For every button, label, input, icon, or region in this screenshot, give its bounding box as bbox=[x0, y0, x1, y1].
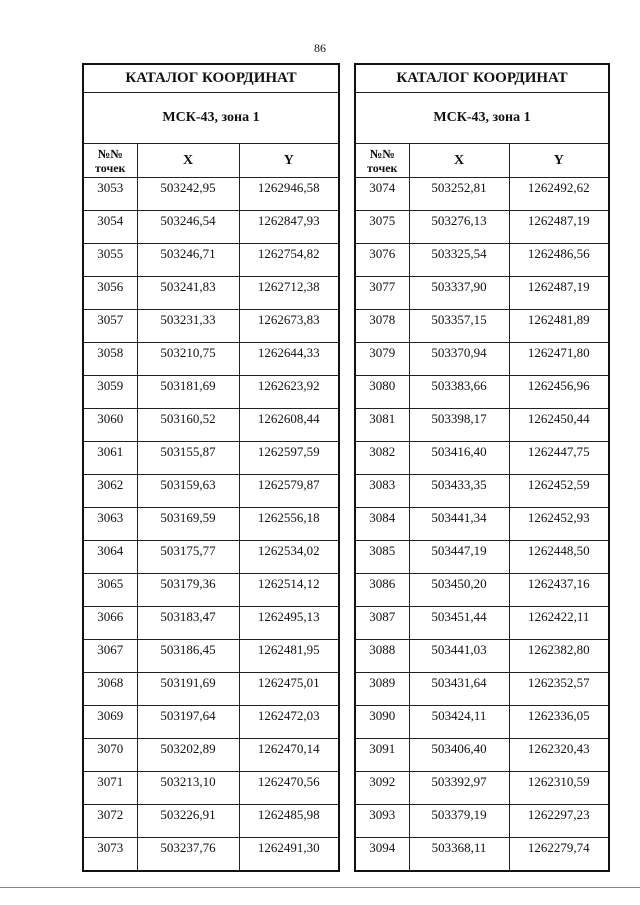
x-coordinate-cell: 503159,63 bbox=[137, 475, 239, 508]
y-coordinate-cell: 1262472,03 bbox=[239, 706, 339, 739]
point-number-cell: 3085 bbox=[355, 541, 409, 574]
y-coordinate-cell: 1262597,59 bbox=[239, 442, 339, 475]
table-row bbox=[355, 475, 609, 508]
page-number: 86 bbox=[314, 41, 326, 55]
y-coordinate-cell: 1262485,98 bbox=[239, 805, 339, 838]
table-row bbox=[83, 574, 339, 607]
point-number-cell: 3067 bbox=[83, 640, 137, 673]
table-row bbox=[355, 343, 609, 376]
point-number-cell: 3063 bbox=[83, 508, 137, 541]
table-row bbox=[83, 376, 339, 409]
table-row bbox=[355, 211, 609, 244]
x-coordinate-cell: 503241,83 bbox=[137, 277, 239, 310]
coordinate-catalog-left bbox=[82, 63, 340, 872]
table-row bbox=[83, 541, 339, 574]
x-coordinate-cell: 503181,69 bbox=[137, 376, 239, 409]
point-number-cell: 3056 bbox=[83, 277, 137, 310]
column-header-y: Y bbox=[509, 144, 609, 178]
y-coordinate-cell: 1262320,43 bbox=[509, 739, 609, 772]
x-coordinate-cell: 503210,75 bbox=[137, 343, 239, 376]
point-number-cell: 3074 bbox=[355, 178, 409, 211]
point-number-cell: 3084 bbox=[355, 508, 409, 541]
coordinate-system-zone: МСК-43, зона 1 bbox=[83, 93, 339, 144]
x-coordinate-cell: 503175,77 bbox=[137, 541, 239, 574]
x-coordinate-cell: 503246,71 bbox=[137, 244, 239, 277]
table-row bbox=[355, 805, 609, 838]
point-number-cell: 3073 bbox=[83, 838, 137, 872]
point-number-cell: 3071 bbox=[83, 772, 137, 805]
table-row bbox=[83, 673, 339, 706]
point-number-cell: 3058 bbox=[83, 343, 137, 376]
table-row bbox=[83, 739, 339, 772]
point-number-cell: 3076 bbox=[355, 244, 409, 277]
table-row bbox=[83, 508, 339, 541]
x-coordinate-cell: 503383,66 bbox=[409, 376, 509, 409]
coordinate-system-zone: МСК-43, зона 1 bbox=[355, 93, 609, 144]
x-coordinate-cell: 503252,81 bbox=[409, 178, 509, 211]
y-coordinate-cell: 1262486,56 bbox=[509, 244, 609, 277]
table-row bbox=[83, 805, 339, 838]
point-number-cell: 3061 bbox=[83, 442, 137, 475]
point-number-cell: 3065 bbox=[83, 574, 137, 607]
column-header-number-symbol: №№ bbox=[369, 146, 395, 161]
y-coordinate-cell: 1262448,50 bbox=[509, 541, 609, 574]
y-coordinate-cell: 1262608,44 bbox=[239, 409, 339, 442]
x-coordinate-cell: 503186,45 bbox=[137, 640, 239, 673]
x-coordinate-cell: 503431,64 bbox=[409, 673, 509, 706]
table-row bbox=[83, 772, 339, 805]
x-coordinate-cell: 503179,36 bbox=[137, 574, 239, 607]
y-coordinate-cell: 1262644,33 bbox=[239, 343, 339, 376]
y-coordinate-cell: 1262946,58 bbox=[239, 178, 339, 211]
table-row bbox=[355, 706, 609, 739]
table-row bbox=[83, 409, 339, 442]
point-number-cell: 3057 bbox=[83, 310, 137, 343]
point-number-cell: 3069 bbox=[83, 706, 137, 739]
y-coordinate-cell: 1262847,93 bbox=[239, 211, 339, 244]
x-coordinate-cell: 503231,33 bbox=[137, 310, 239, 343]
table-row bbox=[83, 310, 339, 343]
y-coordinate-cell: 1262452,93 bbox=[509, 508, 609, 541]
table-row bbox=[83, 211, 339, 244]
point-number-cell: 3055 bbox=[83, 244, 137, 277]
x-coordinate-cell: 503379,19 bbox=[409, 805, 509, 838]
point-number-cell: 3054 bbox=[83, 211, 137, 244]
y-coordinate-cell: 1262495,13 bbox=[239, 607, 339, 640]
table-row bbox=[355, 640, 609, 673]
footer-divider bbox=[0, 887, 640, 888]
point-number-cell: 3086 bbox=[355, 574, 409, 607]
column-header-points-word: точек bbox=[367, 160, 398, 175]
x-coordinate-cell: 503183,47 bbox=[137, 607, 239, 640]
point-number-cell: 3081 bbox=[355, 409, 409, 442]
y-coordinate-cell: 1262475,01 bbox=[239, 673, 339, 706]
y-coordinate-cell: 1262471,80 bbox=[509, 343, 609, 376]
y-coordinate-cell: 1262450,44 bbox=[509, 409, 609, 442]
y-coordinate-cell: 1262481,89 bbox=[509, 310, 609, 343]
column-header-points-word: точек bbox=[95, 160, 126, 175]
column-header-point-number bbox=[83, 144, 137, 178]
y-coordinate-cell: 1262437,16 bbox=[509, 574, 609, 607]
table-row bbox=[355, 739, 609, 772]
table-row bbox=[83, 442, 339, 475]
y-coordinate-cell: 1262754,82 bbox=[239, 244, 339, 277]
table-row bbox=[83, 640, 339, 673]
column-header-x: X bbox=[409, 144, 509, 178]
point-number-cell: 3093 bbox=[355, 805, 409, 838]
point-number-cell: 3087 bbox=[355, 607, 409, 640]
table-row bbox=[83, 277, 339, 310]
x-coordinate-cell: 503226,91 bbox=[137, 805, 239, 838]
point-number-cell: 3092 bbox=[355, 772, 409, 805]
x-coordinate-cell: 503197,64 bbox=[137, 706, 239, 739]
point-number-cell: 3080 bbox=[355, 376, 409, 409]
point-number-cell: 3088 bbox=[355, 640, 409, 673]
x-coordinate-cell: 503398,17 bbox=[409, 409, 509, 442]
x-coordinate-cell: 503392,97 bbox=[409, 772, 509, 805]
table-row bbox=[355, 376, 609, 409]
point-number-cell: 3077 bbox=[355, 277, 409, 310]
point-number-cell: 3090 bbox=[355, 706, 409, 739]
point-number-cell: 3064 bbox=[83, 541, 137, 574]
x-coordinate-cell: 503160,52 bbox=[137, 409, 239, 442]
column-header-y: Y bbox=[239, 144, 339, 178]
catalog-title: КАТАЛОГ КООРДИНАТ bbox=[83, 64, 339, 93]
table-row bbox=[355, 607, 609, 640]
y-coordinate-cell: 1262470,56 bbox=[239, 772, 339, 805]
x-coordinate-cell: 503242,95 bbox=[137, 178, 239, 211]
column-header-number-symbol: №№ bbox=[97, 146, 123, 161]
x-coordinate-cell: 503441,34 bbox=[409, 508, 509, 541]
point-number-cell: 3075 bbox=[355, 211, 409, 244]
y-coordinate-cell: 1262491,30 bbox=[239, 838, 339, 872]
y-coordinate-cell: 1262382,80 bbox=[509, 640, 609, 673]
table-row bbox=[355, 409, 609, 442]
catalog-title: КАТАЛОГ КООРДИНАТ bbox=[355, 64, 609, 93]
table-row bbox=[355, 673, 609, 706]
y-coordinate-cell: 1262452,59 bbox=[509, 475, 609, 508]
y-coordinate-cell: 1262456,96 bbox=[509, 376, 609, 409]
point-number-cell: 3066 bbox=[83, 607, 137, 640]
y-coordinate-cell: 1262279,74 bbox=[509, 838, 609, 872]
y-coordinate-cell: 1262556,18 bbox=[239, 508, 339, 541]
y-coordinate-cell: 1262336,05 bbox=[509, 706, 609, 739]
y-coordinate-cell: 1262579,87 bbox=[239, 475, 339, 508]
point-number-cell: 3083 bbox=[355, 475, 409, 508]
point-number-cell: 3094 bbox=[355, 838, 409, 872]
y-coordinate-cell: 1262447,75 bbox=[509, 442, 609, 475]
y-coordinate-cell: 1262481,95 bbox=[239, 640, 339, 673]
table-row bbox=[355, 310, 609, 343]
table-row bbox=[355, 508, 609, 541]
table-row bbox=[355, 772, 609, 805]
x-coordinate-cell: 503325,54 bbox=[409, 244, 509, 277]
y-coordinate-cell: 1262623,92 bbox=[239, 376, 339, 409]
y-coordinate-cell: 1262487,19 bbox=[509, 277, 609, 310]
x-coordinate-cell: 503424,11 bbox=[409, 706, 509, 739]
x-coordinate-cell: 503450,20 bbox=[409, 574, 509, 607]
y-coordinate-cell: 1262352,57 bbox=[509, 673, 609, 706]
y-coordinate-cell: 1262297,23 bbox=[509, 805, 609, 838]
table-row bbox=[355, 277, 609, 310]
x-coordinate-cell: 503213,10 bbox=[137, 772, 239, 805]
point-number-cell: 3062 bbox=[83, 475, 137, 508]
point-number-cell: 3091 bbox=[355, 739, 409, 772]
point-number-cell: 3082 bbox=[355, 442, 409, 475]
x-coordinate-cell: 503441,03 bbox=[409, 640, 509, 673]
table-row bbox=[83, 706, 339, 739]
point-number-cell: 3070 bbox=[83, 739, 137, 772]
x-coordinate-cell: 503237,76 bbox=[137, 838, 239, 872]
x-coordinate-cell: 503337,90 bbox=[409, 277, 509, 310]
table-row bbox=[355, 838, 609, 872]
table-row bbox=[83, 475, 339, 508]
table-row bbox=[83, 607, 339, 640]
table-row bbox=[83, 244, 339, 277]
point-number-cell: 3079 bbox=[355, 343, 409, 376]
x-coordinate-cell: 503433,35 bbox=[409, 475, 509, 508]
x-coordinate-cell: 503370,94 bbox=[409, 343, 509, 376]
x-coordinate-cell: 503202,89 bbox=[137, 739, 239, 772]
y-coordinate-cell: 1262470,14 bbox=[239, 739, 339, 772]
point-number-cell: 3060 bbox=[83, 409, 137, 442]
x-coordinate-cell: 503416,40 bbox=[409, 442, 509, 475]
y-coordinate-cell: 1262673,83 bbox=[239, 310, 339, 343]
point-number-cell: 3078 bbox=[355, 310, 409, 343]
table-row bbox=[355, 541, 609, 574]
table-row bbox=[83, 178, 339, 211]
point-number-cell: 3089 bbox=[355, 673, 409, 706]
column-header-x: X bbox=[137, 144, 239, 178]
table-row bbox=[355, 442, 609, 475]
x-coordinate-cell: 503191,69 bbox=[137, 673, 239, 706]
table-row bbox=[355, 178, 609, 211]
x-coordinate-cell: 503368,11 bbox=[409, 838, 509, 872]
table-row bbox=[355, 244, 609, 277]
y-coordinate-cell: 1262514,12 bbox=[239, 574, 339, 607]
x-coordinate-cell: 503276,13 bbox=[409, 211, 509, 244]
x-coordinate-cell: 503451,44 bbox=[409, 607, 509, 640]
y-coordinate-cell: 1262712,38 bbox=[239, 277, 339, 310]
y-coordinate-cell: 1262310,59 bbox=[509, 772, 609, 805]
point-number-cell: 3059 bbox=[83, 376, 137, 409]
coordinate-catalog-right bbox=[354, 63, 610, 872]
table-row bbox=[83, 838, 339, 872]
point-number-cell: 3068 bbox=[83, 673, 137, 706]
point-number-cell: 3053 bbox=[83, 178, 137, 211]
x-coordinate-cell: 503155,87 bbox=[137, 442, 239, 475]
column-header-point-number bbox=[355, 144, 409, 178]
x-coordinate-cell: 503169,59 bbox=[137, 508, 239, 541]
y-coordinate-cell: 1262492,62 bbox=[509, 178, 609, 211]
y-coordinate-cell: 1262487,19 bbox=[509, 211, 609, 244]
x-coordinate-cell: 503246,54 bbox=[137, 211, 239, 244]
table-row bbox=[355, 574, 609, 607]
x-coordinate-cell: 503406,40 bbox=[409, 739, 509, 772]
x-coordinate-cell: 503357,15 bbox=[409, 310, 509, 343]
table-row bbox=[83, 343, 339, 376]
y-coordinate-cell: 1262534,02 bbox=[239, 541, 339, 574]
x-coordinate-cell: 503447,19 bbox=[409, 541, 509, 574]
point-number-cell: 3072 bbox=[83, 805, 137, 838]
y-coordinate-cell: 1262422,11 bbox=[509, 607, 609, 640]
